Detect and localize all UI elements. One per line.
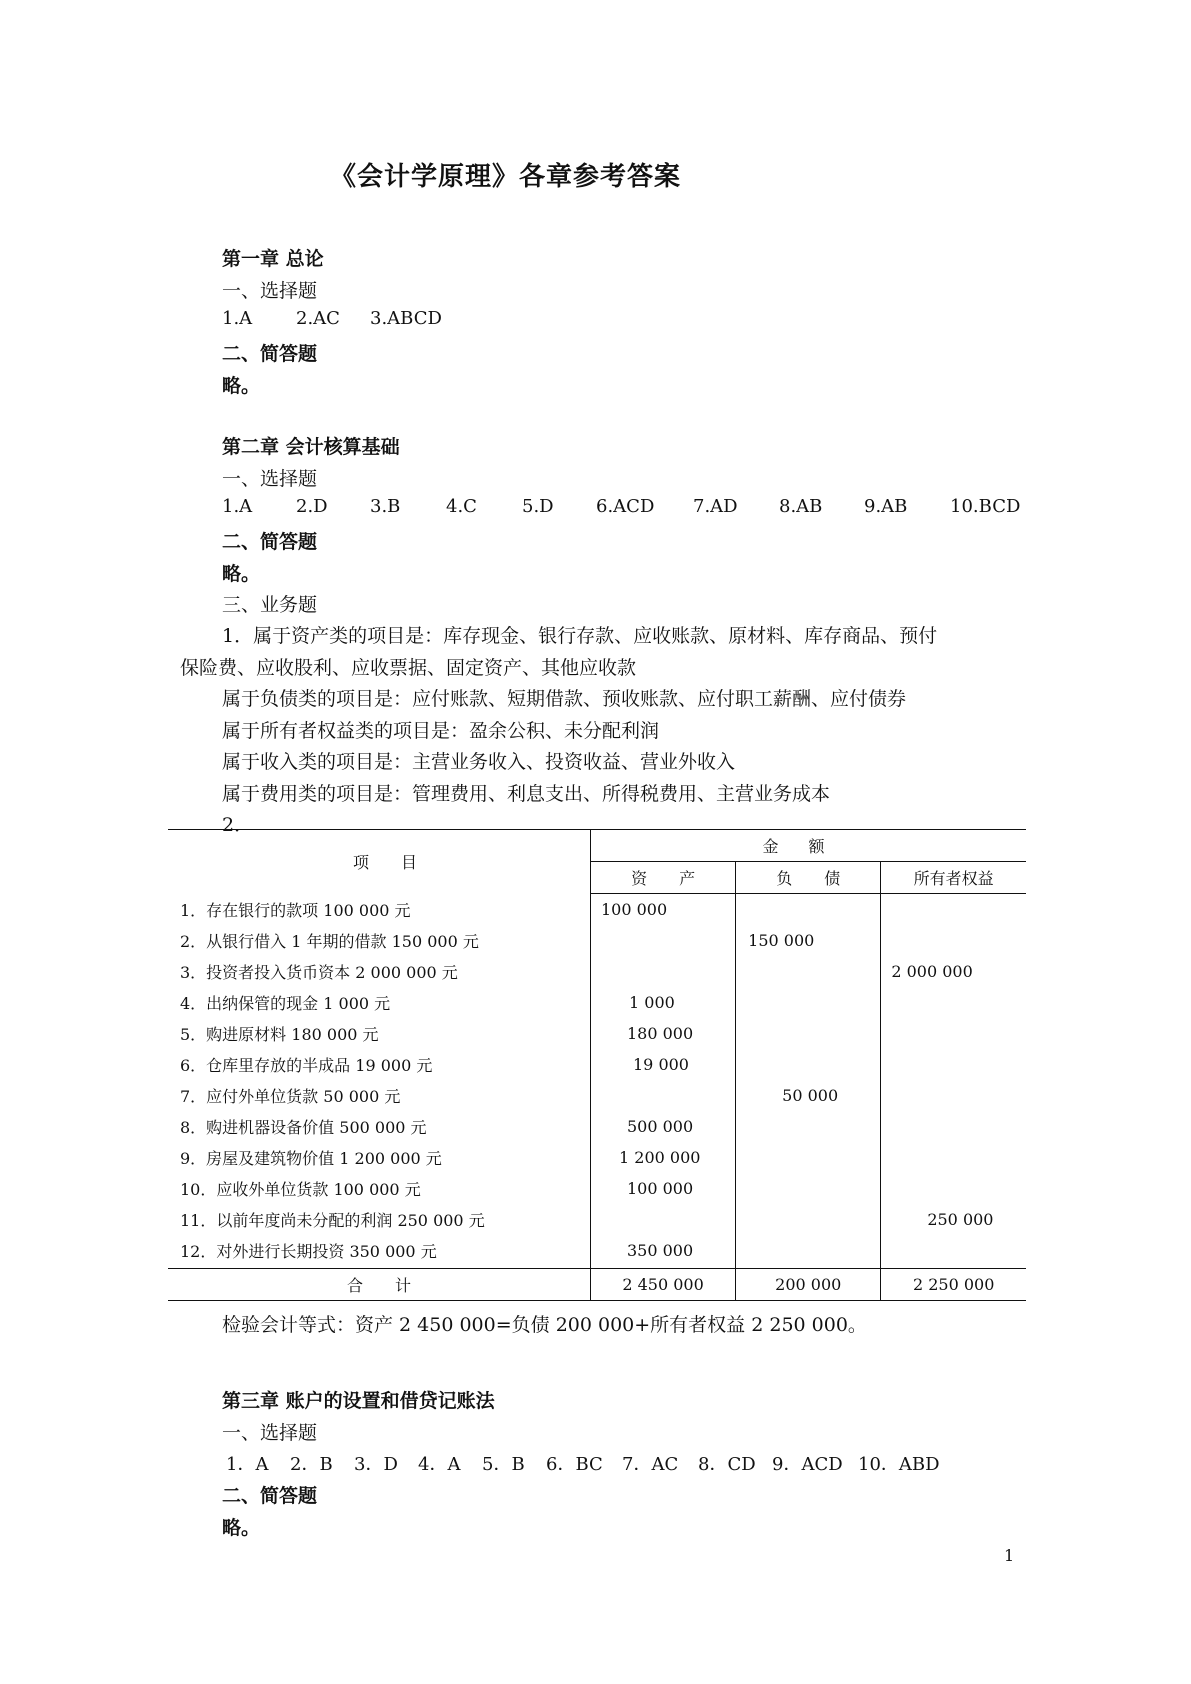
row-equity: 250 000: [927, 1210, 994, 1229]
header-amount-label: 金额: [762, 837, 855, 856]
chapter3-answer: 1．A: [226, 1454, 269, 1475]
table-row: [168, 1080, 1026, 1111]
table-row: [168, 1204, 1026, 1235]
row-liability: [736, 1235, 881, 1269]
row-asset: 100 000: [591, 894, 736, 926]
chapter2-answer: 1.A: [222, 496, 253, 517]
table-total-row: [168, 1269, 1026, 1301]
row-equity: [881, 925, 1026, 956]
row-asset: 350 000: [591, 1235, 736, 1269]
chapter2-answer: 7.AD: [693, 496, 738, 517]
row-liability: 150 000: [736, 925, 881, 956]
chapter2-answer: 5.D: [522, 496, 554, 517]
total-liability: 200 000: [736, 1269, 881, 1301]
chapter1-heading: 第一章 总论: [222, 248, 324, 270]
chapter2-heading: 第二章 会计核算基础: [222, 436, 400, 458]
header-liability: 负 债: [736, 862, 881, 894]
chapter2-answer: 2.D: [296, 496, 328, 517]
table-row: [168, 1173, 1026, 1204]
row-item: 6．仓库里存放的半成品 19 000 元: [168, 1049, 591, 1080]
chapter2-omit: 略。: [222, 563, 261, 585]
row-liability: [736, 1049, 881, 1080]
chapter3-answer: 9．ACD: [772, 1454, 843, 1475]
row-asset: 100 000: [591, 1173, 736, 1204]
chapter2-answer: 6.ACD: [596, 496, 655, 517]
row-item: 8．购进机器设备价值 500 000 元: [168, 1111, 591, 1142]
row-equity: [881, 1142, 1026, 1173]
chapter3-answer: 7．AC: [622, 1454, 679, 1475]
row-item: 3．投资者投入货币资本 2 000 000 元: [168, 956, 591, 987]
table-row: [168, 1018, 1026, 1049]
chapter1-section-choice: 一、选择题: [222, 280, 318, 302]
row-item: 1．存在银行的款项 100 000 元: [168, 894, 591, 926]
header-item: 项 目: [168, 830, 591, 894]
chapter3-answer: 4．A: [418, 1454, 461, 1475]
question1-liabilities: 属于负债类的项目是：应付账款、短期借款、预收账款、应付职工薪酬、应付债券: [222, 688, 907, 710]
row-equity: [881, 1049, 1026, 1080]
equation-check: 检验会计等式：资产 2 450 000=负债 200 000+所有者权益 2 250 000。: [222, 1314, 867, 1336]
chapter3-answer: 10．ABD: [858, 1454, 940, 1475]
chapter2-answer: 9.AB: [864, 496, 908, 517]
chapter3-answer: 8．CD: [698, 1454, 756, 1475]
table-row: [168, 894, 1026, 926]
row-liability: [736, 1111, 881, 1142]
row-equity: [881, 1173, 1026, 1204]
row-item: 4．出纳保管的现金 1 000 元: [168, 987, 591, 1018]
table-body: [168, 894, 1026, 1269]
chapter1-omit: 略。: [222, 375, 261, 397]
chapter2-answer: 8.AB: [779, 496, 823, 517]
row-liability: [736, 956, 881, 987]
question1-expense: 属于费用类的项目是：管理费用、利息支出、所得税费用、主营业务成本: [222, 783, 831, 805]
page-number: 1: [1004, 1546, 1015, 1565]
row-equity: [881, 1235, 1026, 1269]
row-liability: [736, 894, 881, 926]
table-row: [168, 1111, 1026, 1142]
chapter3-answer: 3．D: [354, 1454, 398, 1475]
row-asset: 1 000: [591, 987, 736, 1018]
chapter1-answer: 1.A: [222, 308, 253, 329]
row-item: 10．应收外单位货款 100 000 元: [168, 1173, 591, 1204]
row-liability: [736, 1142, 881, 1173]
chapter1-answer: 3.ABCD: [370, 308, 442, 329]
chapter3-answer: 2．B: [290, 1454, 333, 1475]
chapter3-omit: 略。: [222, 1517, 261, 1539]
row-equity: 2 000 000: [891, 962, 973, 981]
row-liability: [736, 1018, 881, 1049]
total-asset: 2 450 000: [591, 1269, 736, 1301]
row-equity: [881, 987, 1026, 1018]
table-row: [168, 1142, 1026, 1173]
row-asset: 500 000: [591, 1111, 736, 1142]
table-row: [168, 987, 1026, 1018]
table-row: [168, 956, 1026, 987]
chapter3-answer: 5．B: [482, 1454, 525, 1475]
row-item: 5．购进原材料 180 000 元: [168, 1018, 591, 1049]
row-asset: 19 000: [591, 1049, 736, 1080]
row-equity: [881, 1111, 1026, 1142]
chapter3-section-choice: 一、选择题: [222, 1422, 318, 1444]
table-row: [168, 925, 1026, 956]
question1-income: 属于收入类的项目是：主营业务收入、投资收益、营业外收入: [222, 751, 736, 773]
question1-line2: 保险费、应收股利、应收票据、固定资产、其他应收款: [180, 657, 637, 679]
chapter2-answer: 10.BCD: [950, 496, 1021, 517]
row-liability: [736, 987, 881, 1018]
chapter2-section-short: 二、简答题: [222, 531, 318, 553]
row-liability: [736, 1173, 881, 1204]
chapter3-heading: 第三章 账户的设置和借贷记账法: [222, 1390, 495, 1412]
row-liability: 50 000: [736, 1080, 881, 1111]
row-asset: [591, 1204, 736, 1235]
accounting-table: [168, 829, 1026, 1301]
question2-label: 2．: [222, 814, 254, 836]
row-item: 9．房屋及建筑物价值 1 200 000 元: [168, 1142, 591, 1173]
row-item: 11．以前年度尚未分配的利润 250 000 元: [168, 1204, 591, 1235]
question1-equity: 属于所有者权益类的项目是：盈余公积、未分配利润: [222, 720, 660, 742]
row-asset: 180 000: [591, 1018, 736, 1049]
row-item: 2．从银行借入 1 年期的借款 150 000 元: [168, 925, 591, 956]
row-equity: [881, 1018, 1026, 1049]
row-asset: [591, 925, 736, 956]
row-asset: [591, 1080, 736, 1111]
chapter2-answer: 4.C: [446, 496, 477, 517]
row-equity: [881, 894, 1026, 926]
chapter2-section-business: 三、业务题: [222, 594, 318, 616]
chapter1-section-short: 二、简答题: [222, 343, 318, 365]
header-asset: 资 产: [591, 862, 736, 894]
row-asset: 1 200 000: [591, 1142, 736, 1173]
chapter2-answer: 3.B: [370, 496, 401, 517]
row-item: 12．对外进行长期投资 350 000 元: [168, 1235, 591, 1269]
question1-line1: 1．属于资产类的项目是：库存现金、银行存款、应收账款、原材料、库存商品、预付: [222, 625, 938, 647]
row-asset: [591, 956, 736, 987]
header-equity: 所有者权益: [881, 862, 1026, 894]
total-label: 合 计: [168, 1269, 591, 1301]
table-row: [168, 1235, 1026, 1269]
row-item: 7．应付外单位货款 50 000 元: [168, 1080, 591, 1111]
document-title: 《会计学原理》各章参考答案: [330, 162, 682, 192]
total-equity: 2 250 000: [881, 1269, 1026, 1301]
table-row: [168, 1049, 1026, 1080]
header-amount: [591, 830, 1027, 862]
row-equity: [881, 1080, 1026, 1111]
chapter1-answer: 2.AC: [296, 308, 340, 329]
chapter3-section-short: 二、简答题: [222, 1485, 318, 1507]
row-liability: [736, 1204, 881, 1235]
chapter2-section-choice: 一、选择题: [222, 468, 318, 490]
chapter3-answer: 6．BC: [546, 1454, 603, 1475]
